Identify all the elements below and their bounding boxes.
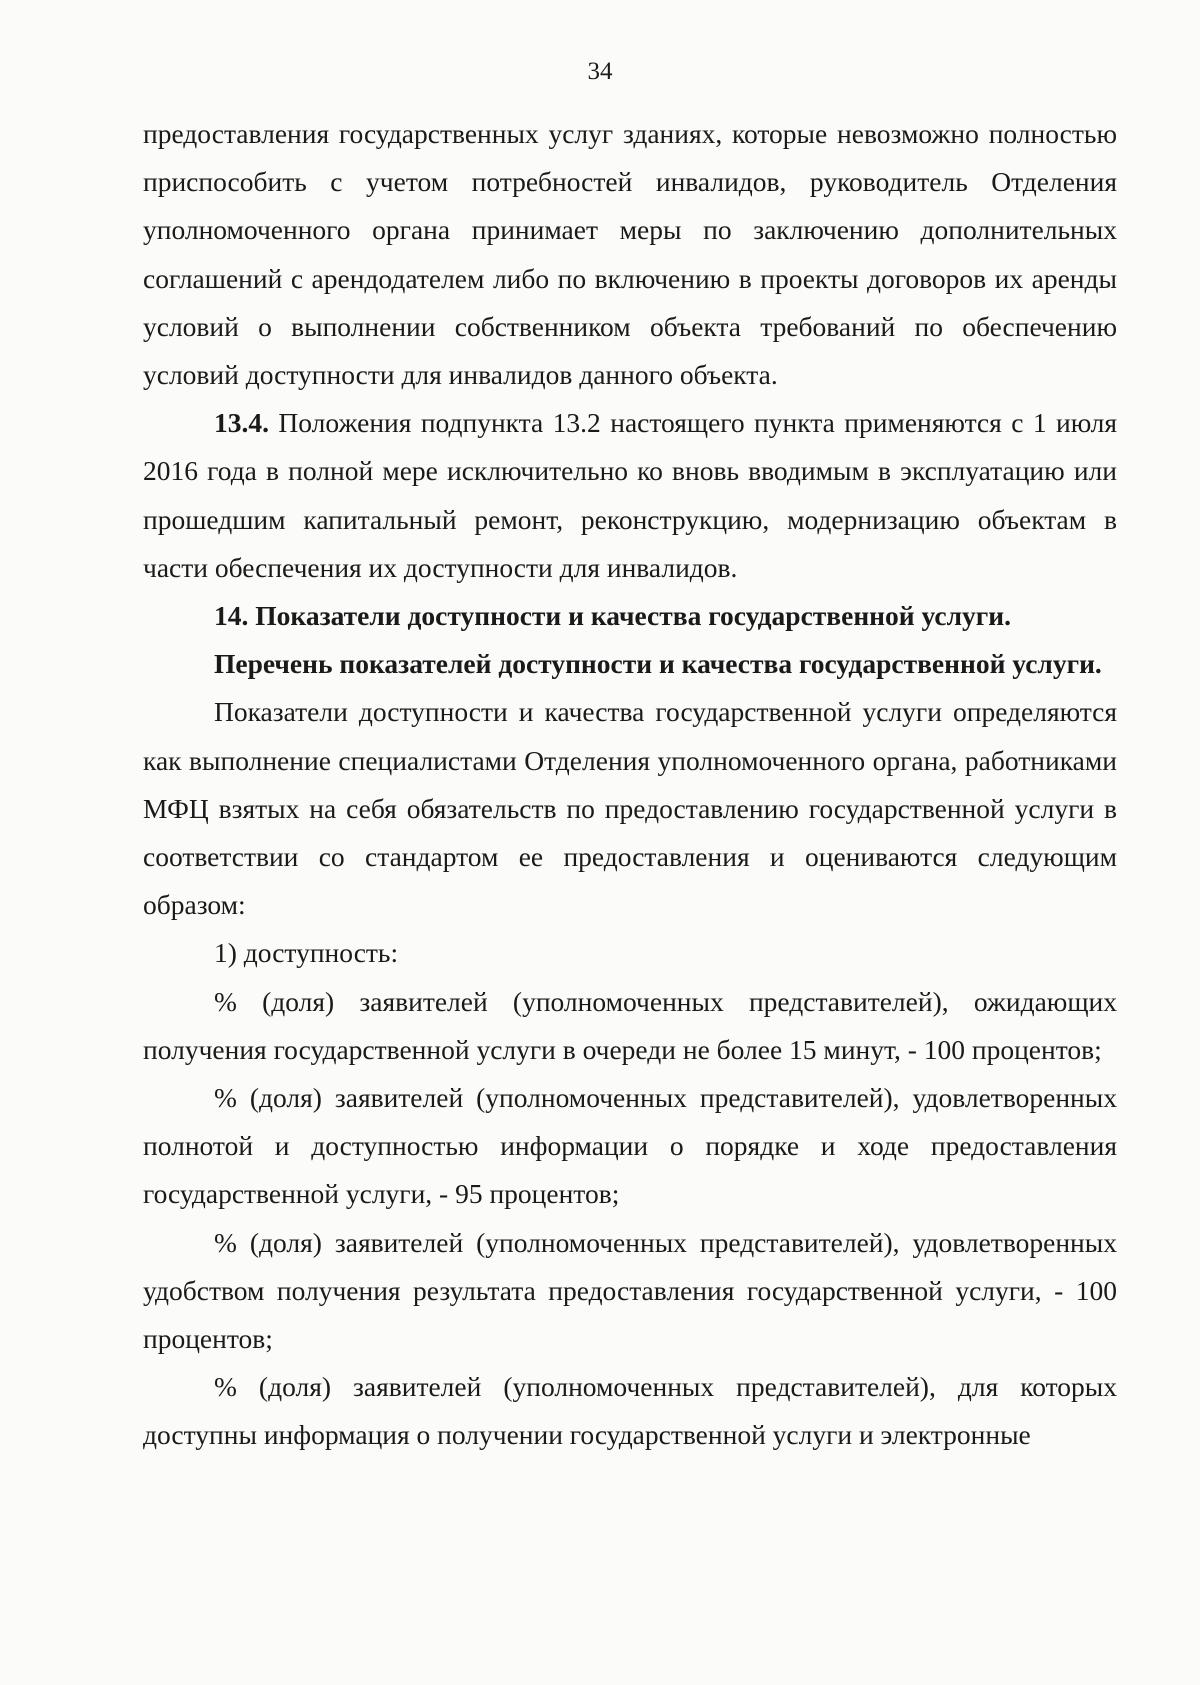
indicator-waiting-time: % (доля) заявителей (уполномоченных представителей), ожидающих получения государственной услуги в очереди не более 15 минут, - 100 процентов; [143,985,1117,1065]
document-body [143,110,1117,1460]
indicator-electronic-access: % (доля) заявителей (уполномоченных представителей), для которых доступны информация о получении государственной услуги и электронные [143,1371,1117,1451]
section-heading-14: 14. Показатели доступности и качества государственной услуги. [214,600,1011,632]
indicator-result-convenience: % (доля) заявителей (уполномоченных представителей), удовлетворенных удобством получения результата предоставления государственной услуги, - 100 процентов; [143,1226,1117,1355]
paragraph-indicators-intro: Показатели доступности и качества государственной услуги определяются как выполнение специалистами Отделения уполномоченного органа, работниками МФЦ взятых на себя обязательств по предоставлению государственной услуги в соответствии со стандартом ее предоставления и оцениваются следующим образом: [143,696,1117,921]
paragraph-13-4 [143,399,1117,592]
clause-text: Положения подпункта 13.2 настоящего пункта применяются с 1 июля 2016 года в полной мере исключительно ко вновь вводимым в эксплуатацию или прошедшим капитальный ремонт, реконструкцию, модернизацию объектам в части обеспечения их доступности для инвалидов. [143,407,1117,583]
page-number: 34 [587,58,613,85]
subsection-heading: Перечень показателей доступности и качества государственной услуги. [214,648,1102,680]
indicator-information-satisfaction: % (доля) заявителей (уполномоченных представителей), удовлетворенных полнотой и доступностью информации о порядке и ходе предоставления государственной услуги, - 95 процентов; [143,1082,1117,1210]
clause-number: 13.4. [214,407,269,439]
list-item-accessibility: 1) доступность: [214,937,399,969]
paragraph-continuation: предоставления государственных услуг зданиях, которые невозможно полностью приспособить с учетом потребностей инвалидов, руководитель Отделения уполномоченного органа принимает меры по заключению дополнительных соглашений с арендодателем либо по включению в проекты договоров их аренды условий о выполнении собственником объекта требований по обеспечению условий доступности для инвалидов данного объекта. [143,118,1117,391]
